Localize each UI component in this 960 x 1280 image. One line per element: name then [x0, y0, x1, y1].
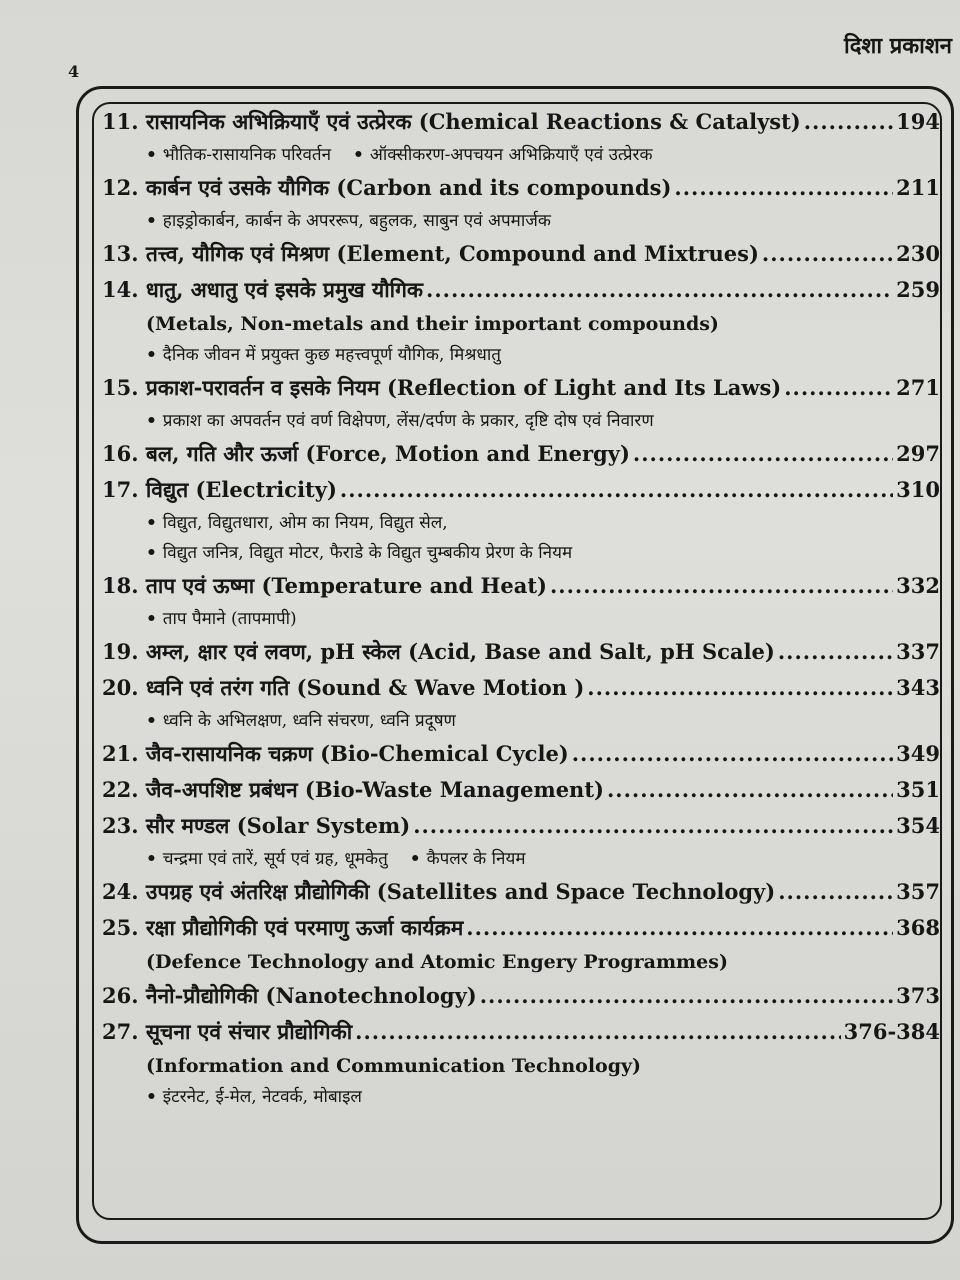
chapter-title: 18. ताप एवं ऊष्मा (Temperature and Heat) [102, 573, 547, 598]
toc-entry [102, 370, 940, 406]
dot-leader [426, 272, 893, 308]
chapter-title: 16. बल, गति और ऊर्जा (Force, Motion and Energy) [102, 441, 630, 466]
toc-entry [102, 1014, 940, 1050]
topic-bullet-line [102, 604, 940, 634]
topic-bullet-line [102, 538, 940, 568]
topic-bullet: • प्रकाश का अपवर्तन एवं वर्ण विक्षेपण, लेंस/दर्पण के प्रकार, दृष्टि दोष एवं निवारण [146, 406, 654, 436]
topic-bullet-line [102, 844, 940, 874]
chapter-page-number: 357 [896, 879, 940, 904]
topic-bullet-line [102, 206, 940, 236]
chapter-title: 25. रक्षा प्रौद्योगिकी एवं परमाणु ऊर्जा कार्यक्रम [102, 915, 464, 940]
toc-entry [102, 568, 940, 604]
toc-entry [102, 634, 940, 670]
topic-bullet-line [102, 140, 940, 170]
chapter-page-number: 349 [896, 741, 940, 766]
dot-leader [572, 736, 893, 772]
topic-bullet-line [102, 1082, 940, 1112]
topic-bullet-line [102, 406, 940, 436]
toc-entry [102, 874, 940, 910]
chapter-page-number: 332 [896, 573, 940, 598]
dot-leader [778, 874, 893, 910]
toc-entry [102, 272, 940, 308]
topic-bullet: • दैनिक जीवन में प्रयुक्त कुछ महत्त्वपूर्ण यौगिक, मिश्रधातु [146, 340, 501, 370]
dot-leader [355, 1014, 840, 1050]
dot-leader [550, 568, 893, 604]
chapter-title: 23. सौर मण्डल (Solar System) [102, 813, 411, 838]
chapter-english-subtitle: (Metals, Non-metals and their important compounds) [146, 313, 719, 335]
table-of-contents [102, 104, 940, 1112]
dot-leader [587, 670, 893, 706]
chapter-title: 27. सूचना एवं संचार प्रौद्योगिकी [102, 1019, 353, 1044]
dot-leader [607, 772, 893, 808]
publisher-header: दिशा प्रकाशन [844, 33, 952, 59]
dot-leader [762, 236, 893, 272]
chapter-title: 12. कार्बन एवं उसके यौगिक (Carbon and its compounds) [102, 175, 672, 200]
chapter-page-number: 376-384 [843, 1019, 940, 1044]
chapter-page-number: 297 [896, 441, 940, 466]
toc-entry [102, 670, 940, 706]
chapter-title: 20. ध्वनि एवं तरंग गति (Sound & Wave Motion ) [102, 675, 585, 700]
toc-entry [102, 910, 940, 946]
chapter-page-number: 259 [896, 277, 940, 302]
chapter-english-subtitle: (Defence Technology and Atomic Engery Programmes) [146, 951, 728, 973]
topic-bullet: • विद्युत जनित्र, विद्युत मोटर, फैराडे के विद्युत चुम्बकीय प्रेरण के नियम [146, 538, 572, 568]
toc-entry [102, 736, 940, 772]
chapter-title: 11. रासायनिक अभिक्रियाएँ एवं उत्प्रेरक (Chemical Reactions & Catalyst) [102, 109, 801, 134]
toc-entry [102, 436, 940, 472]
dot-leader [480, 978, 893, 1014]
toc-entry [102, 772, 940, 808]
toc-entry [102, 978, 940, 1014]
chapter-page-number: 310 [896, 477, 940, 502]
topic-bullet: • हाइड्रोकार्बन, कार्बन के अपररूप, बहुलक, साबुन एवं अपमार्जक [146, 206, 551, 236]
topic-bullet: • विद्युत, विद्युतधारा, ओम का नियम, विद्युत सेल, [146, 508, 448, 538]
toc-entry [102, 808, 940, 844]
topic-bullet: • चन्द्रमा एवं तारें, सूर्य एवं ग्रह, धूमकेतु [146, 844, 388, 874]
dot-leader [340, 472, 893, 508]
dot-leader [778, 634, 893, 670]
topic-bullet: • ऑक्सीकरण-अपचयन अभिक्रियाएँ एवं उत्प्रेरक [353, 140, 652, 170]
dot-leader [413, 808, 893, 844]
chapter-page-number: 194 [896, 109, 940, 134]
chapter-title: 14. धातु, अधातु एवं इसके प्रमुख यौगिक [102, 277, 424, 302]
topic-bullet-line [102, 340, 940, 370]
toc-entry [102, 472, 940, 508]
chapter-page-number: 211 [896, 175, 940, 200]
page-number: 4 [68, 62, 80, 81]
chapter-page-number: 368 [896, 915, 940, 940]
chapter-english-subtitle: (Information and Communication Technology) [146, 1055, 642, 1077]
chapter-page-number: 271 [896, 375, 940, 400]
toc-entry [102, 170, 940, 206]
dot-leader [466, 910, 893, 946]
dot-leader [804, 104, 893, 140]
chapter-title: 19. अम्ल, क्षार एवं लवण, pH स्केल (Acid, Base and Salt, pH Scale) [102, 639, 775, 664]
chapter-title: 13. तत्त्व, यौगिक एवं मिश्रण (Element, Compound and Mixtrues) [102, 241, 759, 266]
chapter-title: 17. विद्युत (Electricity) [102, 477, 337, 502]
chapter-title: 15. प्रकाश-परावर्तन व इसके नियम (Reflection of Light and Its Laws) [102, 375, 782, 400]
dot-leader [784, 370, 893, 406]
chapter-page-number: 354 [896, 813, 940, 838]
dot-leader [674, 170, 893, 206]
chapter-page-number: 343 [896, 675, 940, 700]
chapter-page-number: 230 [896, 241, 940, 266]
chapter-page-number: 351 [896, 777, 940, 802]
toc-entry [102, 236, 940, 272]
topic-bullet: • इंटरनेट, ई-मेल, नेटवर्क, मोबाइल [146, 1082, 362, 1112]
topic-bullet: • भौतिक-रासायनिक परिवर्तन [146, 140, 331, 170]
topic-bullet: • ताप पैमाने (तापमापी) [146, 604, 297, 634]
topic-bullet: • कैपलर के नियम [410, 844, 526, 874]
toc-entry [102, 104, 940, 140]
topic-bullet: • ध्वनि के अभिलक्षण, ध्वनि संचरण, ध्वनि प्रदूषण [146, 706, 456, 736]
chapter-page-number: 337 [896, 639, 940, 664]
chapter-title: 26. नैनो-प्रौद्योगिकी (Nanotechnology) [102, 983, 477, 1008]
topic-bullet-line [102, 706, 940, 736]
chapter-page-number: 373 [896, 983, 940, 1008]
chapter-title: 21. जैव-रासायनिक चक्रण (Bio-Chemical Cycle) [102, 741, 569, 766]
chapter-title: 22. जैव-अपशिष्ट प्रबंधन (Bio-Waste Management) [102, 777, 604, 802]
chapter-title: 24. उपग्रह एवं अंतरिक्ष प्रौद्योगिकी (Satellites and Space Technology) [102, 879, 776, 904]
dot-leader [633, 436, 893, 472]
topic-bullet-line [102, 508, 940, 538]
